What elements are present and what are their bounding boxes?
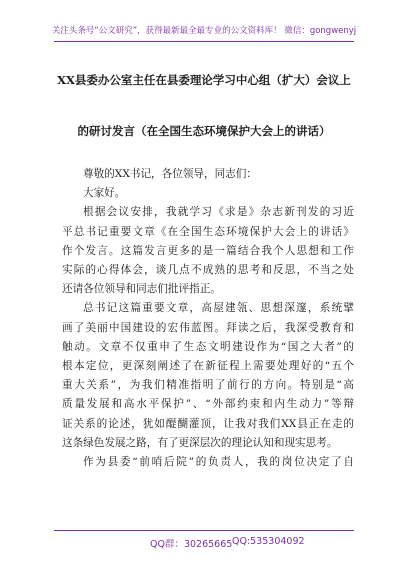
header-bar <box>0 0 408 42</box>
paragraph-1-line: 实际的心得体会，谈几点不成熟的思考和反思，不当之处 <box>62 264 354 277</box>
paragraph-1-line: 根据会议安排，我就学习《求是》杂志新刊发的习近 <box>83 206 354 219</box>
paragraph-3 <box>62 453 354 472</box>
paragraph-2-line: 质量发展和高水平保护”、“外部约束和内生动力”等辩 <box>62 398 354 411</box>
paragraph-1 <box>62 203 354 299</box>
paragraph-3-line: 作为县委“前哨后院”的负责人，我的岗位决定了自 <box>83 456 354 469</box>
paragraph-2-line: 总书记这篇重要文章，高屋建瓴、思想深邃，系统擘 <box>83 302 354 315</box>
document-title-line-1: XX县委办公室主任在县委理论学习中心组（扩大）会议上 <box>57 73 351 87</box>
footer-divider <box>54 530 354 531</box>
document-body <box>62 165 354 472</box>
paragraph-2-line: 证关系的论述，犹如醍醐灌顶，让我对我们XX县正在走的 <box>62 417 354 430</box>
document-title-line-2: 的研讨发言（在全国生态环境保护大会上的讲话） <box>77 124 331 138</box>
header-promo-text: 关注头条号“公文研究”，获得最新最全最专业的公文资料库！ 微信：gongwenyj <box>51 26 357 36</box>
paragraph-2-line: 根本定位，更深刻阐述了在新征程上需要处理好的“五个 <box>62 360 354 373</box>
footer-qq-contact: QQ:535304092 <box>232 536 305 547</box>
paragraph-2 <box>62 299 354 453</box>
paragraph-2-line: 重大关系”，为我们精准指明了前行的方向。特别是“高 <box>62 379 354 392</box>
paragraph-1-line: 还请各位领导和同志们批评指正。 <box>62 283 221 296</box>
paragraph-1-line: 作个发言。这篇发言更多的是一篇结合我个人思想和工作 <box>62 244 354 257</box>
salutation: 尊敬的XX书记，各位领导，同志们： <box>83 168 257 180</box>
paragraph-2-line: 这条绿色发展之路，有了更深层次的理论认知和现实思考。 <box>62 436 338 449</box>
header-divider <box>54 41 354 42</box>
paragraph-1-line: 平总书记重要文章《在全国生态环境保护大会上的讲话》 <box>62 225 354 238</box>
paragraph-2-line: 画了美丽中国建设的宏伟蓝图。拜读之后，我深受教育和 <box>62 321 354 334</box>
greeting: 大家好。 <box>83 187 126 200</box>
footer-qq-group: QQ群：30265665 <box>150 539 233 550</box>
footer <box>0 530 408 570</box>
paragraph-2-line: 触动。文章不仅重申了生态文明建设作为“国之大者”的 <box>62 340 354 353</box>
